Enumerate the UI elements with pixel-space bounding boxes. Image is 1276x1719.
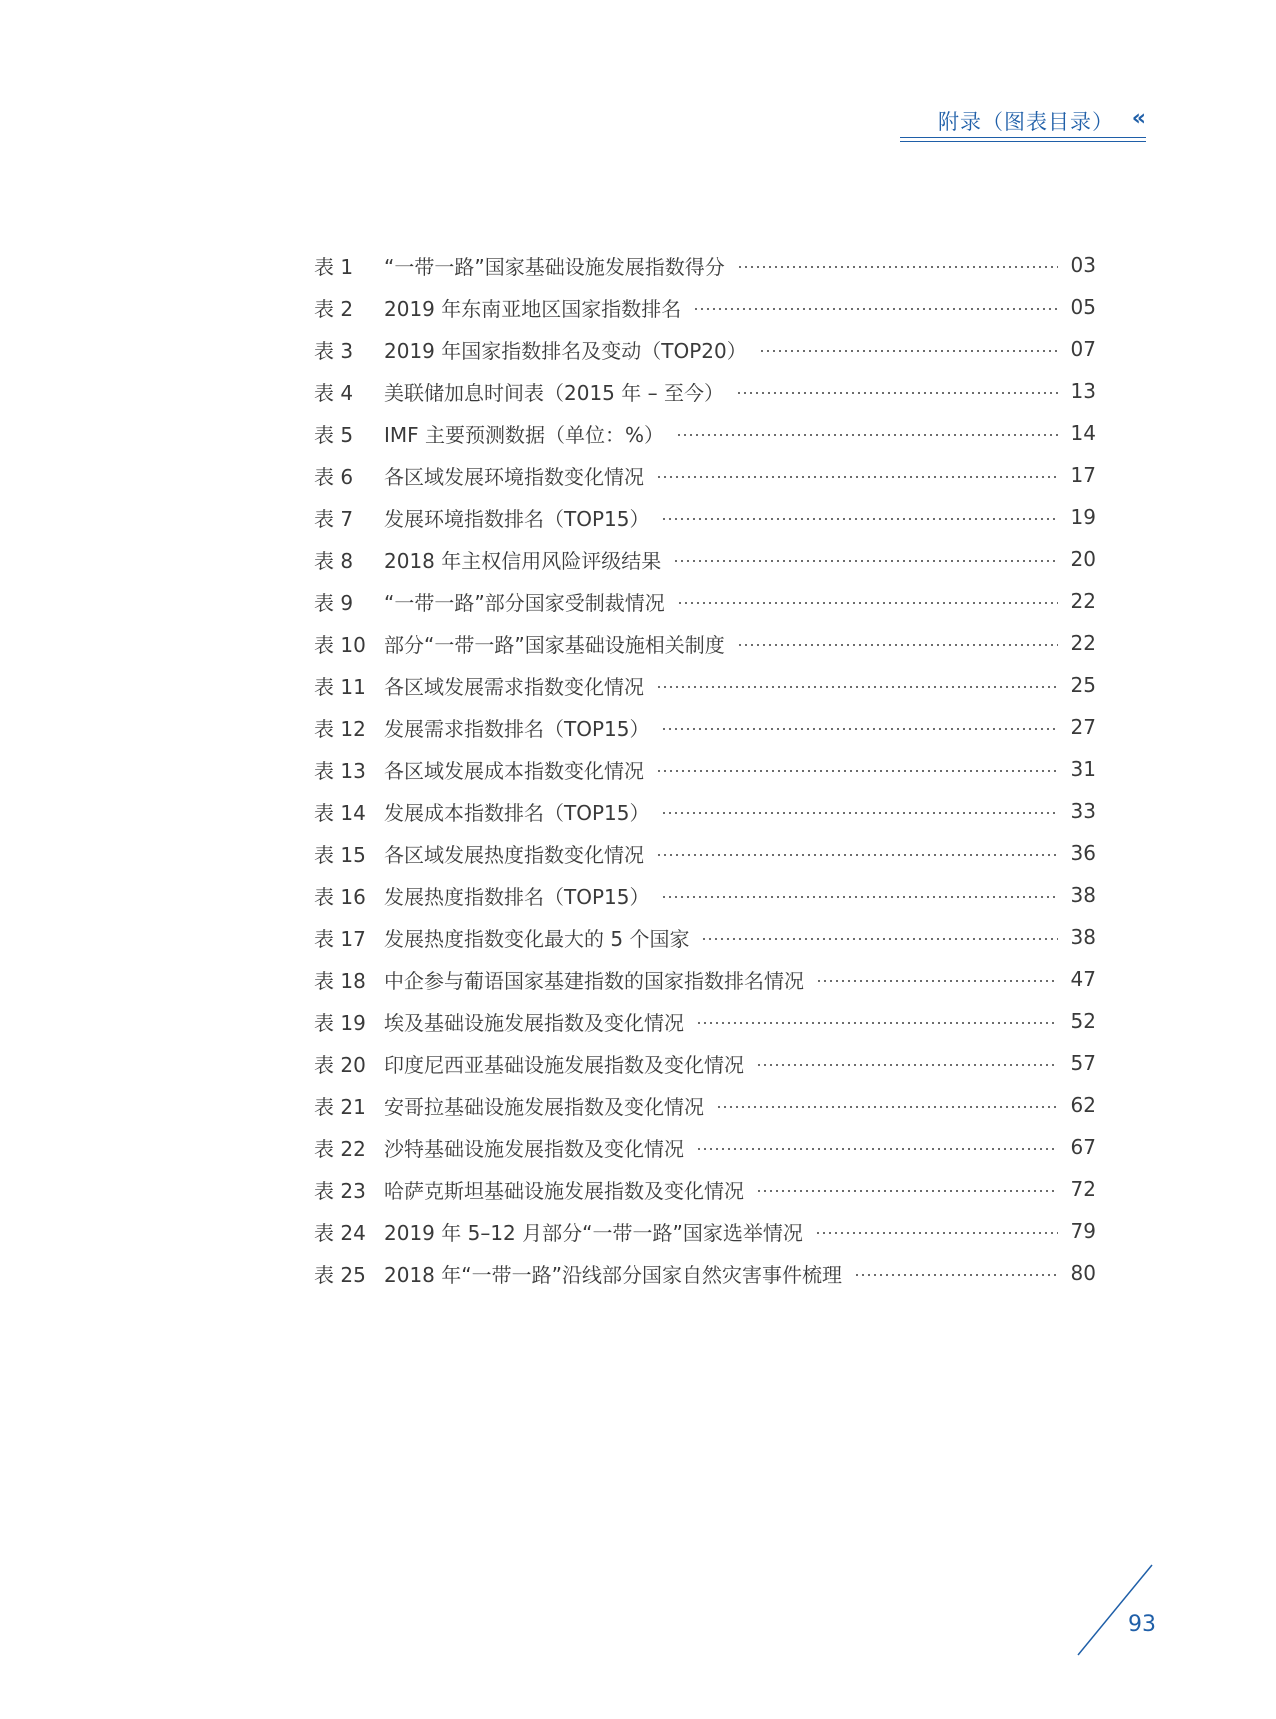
toc-entry-title: 埃及基础设施发展指数及变化情况 bbox=[384, 1010, 684, 1035]
toc-entry-label: 表 23 bbox=[314, 1178, 366, 1203]
toc-entry[interactable] bbox=[314, 580, 1096, 622]
toc-entry-label: 表 8 bbox=[314, 548, 354, 573]
toc-entry[interactable] bbox=[314, 664, 1096, 706]
dot-leader bbox=[661, 812, 1058, 814]
page-corner-slash bbox=[1070, 1560, 1160, 1660]
toc-entry[interactable] bbox=[314, 832, 1096, 874]
toc-entry-title: 发展成本指数排名（TOP15） bbox=[384, 800, 650, 825]
dot-leader bbox=[737, 266, 1058, 268]
dot-leader bbox=[661, 896, 1058, 898]
table-of-tables bbox=[314, 244, 1096, 1294]
toc-entry-label: 表 17 bbox=[314, 926, 366, 951]
toc-entry-title: 安哥拉基础设施发展指数及变化情况 bbox=[384, 1094, 704, 1119]
toc-entry-title: 2019 年 5–12 月部分“一带一路”国家选举情况 bbox=[384, 1220, 803, 1245]
toc-entry-page: 52 bbox=[1070, 1009, 1096, 1033]
toc-entry-label: 表 14 bbox=[314, 800, 366, 825]
header-rule-bottom bbox=[900, 141, 1146, 142]
toc-entry[interactable] bbox=[314, 412, 1096, 454]
toc-entry-label: 表 9 bbox=[314, 590, 354, 615]
toc-entry-title: 哈萨克斯坦基础设施发展指数及变化情况 bbox=[384, 1178, 744, 1203]
toc-entry-label: 表 4 bbox=[314, 380, 354, 405]
toc-entry-title: 2018 年主权信用风险评级结果 bbox=[384, 548, 662, 573]
section-title: 附录（图表目录） bbox=[938, 110, 1114, 134]
dot-leader bbox=[815, 1232, 1058, 1234]
toc-entry-label: 表 13 bbox=[314, 758, 366, 783]
toc-entry-title: 各区域发展热度指数变化情况 bbox=[384, 842, 644, 867]
running-header bbox=[900, 106, 1146, 146]
toc-entry-page: 38 bbox=[1070, 883, 1096, 907]
toc-entry[interactable] bbox=[314, 244, 1096, 286]
toc-entry-page: 05 bbox=[1070, 295, 1096, 319]
toc-entry-title: 部分“一带一路”国家基础设施相关制度 bbox=[384, 632, 725, 657]
toc-entry[interactable] bbox=[314, 1000, 1096, 1042]
toc-entry-title: 2019 年国家指数排名及变动（TOP20） bbox=[384, 338, 747, 363]
toc-entry-page: 80 bbox=[1070, 1261, 1096, 1285]
toc-entry-page: 13 bbox=[1070, 379, 1096, 403]
toc-entry[interactable] bbox=[314, 790, 1096, 832]
toc-entry-label: 表 19 bbox=[314, 1010, 366, 1035]
toc-entry[interactable] bbox=[314, 1042, 1096, 1084]
toc-entry-page: 19 bbox=[1070, 505, 1096, 529]
toc-entry-title: “一带一路”部分国家受制裁情况 bbox=[384, 590, 665, 615]
toc-entry-title: 各区域发展环境指数变化情况 bbox=[384, 464, 644, 489]
dot-leader bbox=[661, 728, 1058, 730]
toc-entry[interactable] bbox=[314, 454, 1096, 496]
toc-entry[interactable] bbox=[314, 1126, 1096, 1168]
toc-entry[interactable] bbox=[314, 328, 1096, 370]
toc-entry-page: 25 bbox=[1070, 673, 1096, 697]
dot-leader bbox=[656, 476, 1058, 478]
toc-entry[interactable] bbox=[314, 706, 1096, 748]
toc-entry-label: 表 11 bbox=[314, 674, 366, 699]
toc-entry[interactable] bbox=[314, 748, 1096, 790]
toc-entry-page: 14 bbox=[1070, 421, 1096, 445]
toc-entry-label: 表 12 bbox=[314, 716, 366, 741]
dot-leader bbox=[661, 518, 1058, 520]
toc-entry-page: 38 bbox=[1070, 925, 1096, 949]
toc-entry[interactable] bbox=[314, 916, 1096, 958]
toc-entry-page: 17 bbox=[1070, 463, 1096, 487]
toc-entry-page: 22 bbox=[1070, 589, 1096, 613]
toc-entry[interactable] bbox=[314, 1084, 1096, 1126]
toc-entry[interactable] bbox=[314, 1252, 1096, 1294]
toc-entry-title: 各区域发展需求指数变化情况 bbox=[384, 674, 644, 699]
toc-entry-label: 表 22 bbox=[314, 1136, 366, 1161]
dot-leader bbox=[677, 602, 1058, 604]
toc-entry-label: 表 5 bbox=[314, 422, 354, 447]
toc-entry-label: 表 10 bbox=[314, 632, 366, 657]
toc-entry-title: IMF 主要预测数据（单位：%） bbox=[384, 422, 665, 447]
toc-entry[interactable] bbox=[314, 370, 1096, 412]
toc-entry-title: 发展环境指数排名（TOP15） bbox=[384, 506, 650, 531]
toc-entry[interactable] bbox=[314, 874, 1096, 916]
toc-entry-title: 发展需求指数排名（TOP15） bbox=[384, 716, 650, 741]
dot-leader bbox=[736, 392, 1058, 394]
toc-entry-page: 03 bbox=[1070, 253, 1096, 277]
dot-leader bbox=[696, 1148, 1058, 1150]
dot-leader bbox=[756, 1064, 1058, 1066]
toc-entry-page: 72 bbox=[1070, 1177, 1096, 1201]
toc-entry-label: 表 2 bbox=[314, 296, 354, 321]
toc-entry-title: 各区域发展成本指数变化情况 bbox=[384, 758, 644, 783]
toc-entry-title: 发展热度指数排名（TOP15） bbox=[384, 884, 650, 909]
toc-entry-page: 07 bbox=[1070, 337, 1096, 361]
dot-leader bbox=[693, 308, 1058, 310]
dot-leader bbox=[759, 350, 1058, 352]
dot-leader bbox=[716, 1106, 1058, 1108]
toc-entry-title: 2019 年东南亚地区国家指数排名 bbox=[384, 296, 682, 321]
toc-entry-label: 表 20 bbox=[314, 1052, 366, 1077]
toc-entry-page: 62 bbox=[1070, 1093, 1096, 1117]
toc-entry-title: 美联储加息时间表（2015 年 – 至今） bbox=[384, 380, 724, 405]
toc-entry[interactable] bbox=[314, 1168, 1096, 1210]
dot-leader bbox=[701, 938, 1058, 940]
toc-entry-title: 2018 年“一带一路”沿线部分国家自然灾害事件梳理 bbox=[384, 1262, 842, 1287]
toc-entry-page: 47 bbox=[1070, 967, 1096, 991]
toc-entry-label: 表 7 bbox=[314, 506, 354, 531]
dot-leader bbox=[656, 686, 1058, 688]
toc-entry-title: 印度尼西亚基础设施发展指数及变化情况 bbox=[384, 1052, 744, 1077]
toc-entry-label: 表 15 bbox=[314, 842, 366, 867]
dot-leader bbox=[854, 1274, 1058, 1276]
toc-entry-label: 表 24 bbox=[314, 1220, 366, 1245]
toc-entry-page: 33 bbox=[1070, 799, 1096, 823]
dot-leader bbox=[816, 980, 1058, 982]
toc-entry-label: 表 21 bbox=[314, 1094, 366, 1119]
toc-entry-page: 57 bbox=[1070, 1051, 1096, 1075]
dot-leader bbox=[756, 1190, 1058, 1192]
toc-entry-label: 表 1 bbox=[314, 254, 354, 279]
toc-entry-label: 表 3 bbox=[314, 338, 354, 363]
toc-entry-label: 表 18 bbox=[314, 968, 366, 993]
dot-leader bbox=[656, 770, 1058, 772]
toc-entry[interactable] bbox=[314, 1210, 1096, 1252]
toc-entry-title: 发展热度指数变化最大的 5 个国家 bbox=[384, 926, 690, 951]
toc-entry-title: 沙特基础设施发展指数及变化情况 bbox=[384, 1136, 684, 1161]
toc-entry-page: 31 bbox=[1070, 757, 1096, 781]
toc-entry[interactable] bbox=[314, 958, 1096, 1000]
toc-entry-page: 27 bbox=[1070, 715, 1096, 739]
toc-entry-label: 表 16 bbox=[314, 884, 366, 909]
toc-entry[interactable] bbox=[314, 538, 1096, 580]
toc-entry[interactable] bbox=[314, 286, 1096, 328]
toc-entry-page: 67 bbox=[1070, 1135, 1096, 1159]
dot-leader bbox=[696, 1022, 1058, 1024]
dot-leader bbox=[737, 644, 1058, 646]
toc-entry-title: “一带一路”国家基础设施发展指数得分 bbox=[384, 254, 725, 279]
toc-entry-page: 22 bbox=[1070, 631, 1096, 655]
dot-leader bbox=[673, 560, 1058, 562]
toc-entry[interactable] bbox=[314, 622, 1096, 664]
dot-leader bbox=[656, 854, 1058, 856]
toc-entry-title: 中企参与葡语国家基建指数的国家指数排名情况 bbox=[384, 968, 804, 993]
dot-leader bbox=[676, 434, 1058, 436]
toc-entry-page: 20 bbox=[1070, 547, 1096, 571]
double-chevron-left-icon: « bbox=[1131, 106, 1146, 131]
toc-entry-page: 36 bbox=[1070, 841, 1096, 865]
header-rule-top bbox=[900, 137, 1146, 138]
toc-entry-page: 79 bbox=[1070, 1219, 1096, 1243]
toc-entry[interactable] bbox=[314, 496, 1096, 538]
toc-entry-label: 表 6 bbox=[314, 464, 354, 489]
toc-entry-label: 表 25 bbox=[314, 1262, 366, 1287]
page-number: 93 bbox=[1128, 1612, 1156, 1637]
